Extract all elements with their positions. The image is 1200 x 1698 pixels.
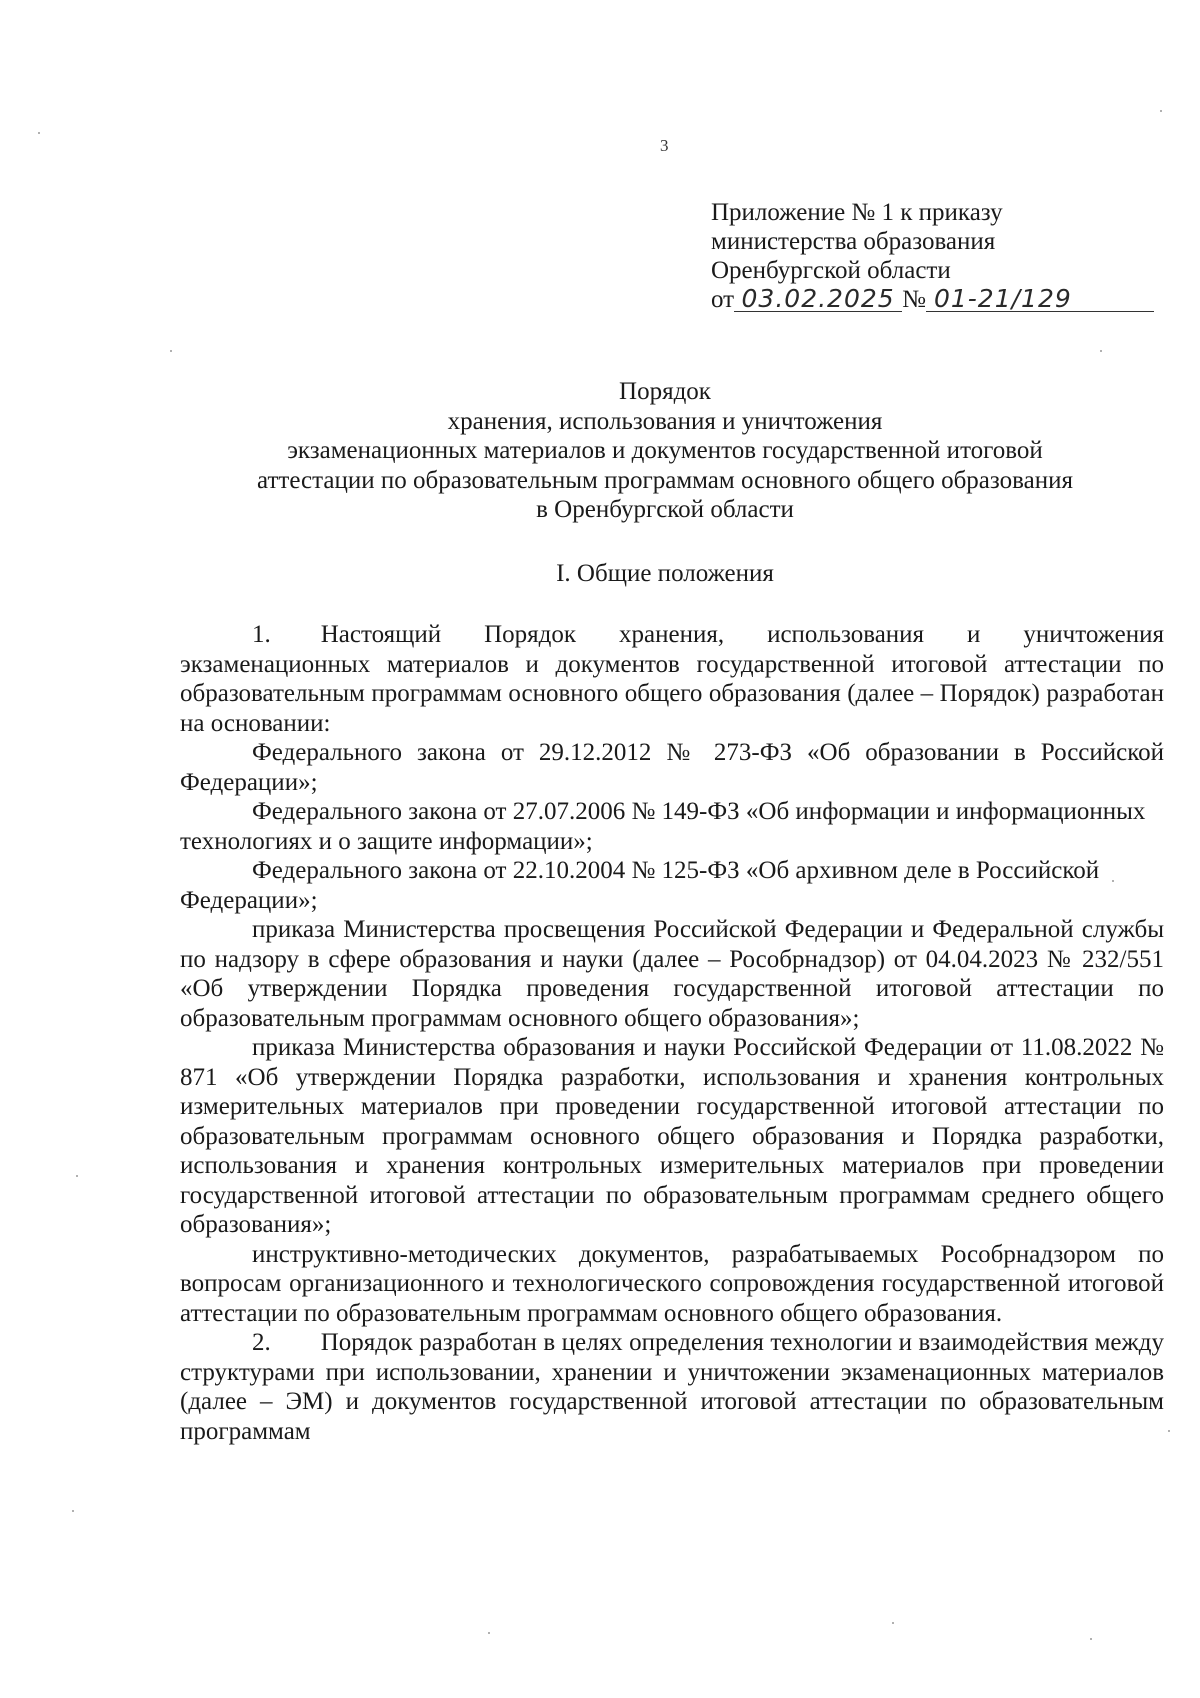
scan-speck <box>1160 110 1162 112</box>
paragraph: 2. Порядок разработан в целях определения технологии и взаимодействия между структурами при использовании, хранении и уничтожении экзаменационных материалов (далее – ЭМ) и документов государственной итоговой аттестации по образовательным программам <box>180 1329 1164 1445</box>
title-line: хранения, использования и уничтожения <box>447 407 883 435</box>
document-title <box>180 377 1150 525</box>
paragraph: инструктивно-методических документов, разрабатываемых Рособрнадзором по вопросам организационного и технологического сопровождения государственной итоговой аттестации по образовательным программам основного общего образования. <box>180 1240 1164 1327</box>
page-number: 3 <box>660 136 669 155</box>
scan-speck <box>1100 350 1102 352</box>
title-line: аттестации по образовательным программам основного общего образования <box>257 466 1073 494</box>
appendix-line: Приложение № 1 к приказу <box>711 199 1003 226</box>
title-line: экзаменационных материалов и документов государственной итоговой <box>287 437 1043 464</box>
appendix-line: министерства образования <box>711 228 996 255</box>
paragraph: 1. Настоящий Порядок хранения, использования и уничтожения экзаменационных материалов и документов государственной итоговой аттестации по образовательным программам основного общего образования (далее – Порядок) разработан на основании: <box>180 621 1164 737</box>
scan-speck <box>170 350 172 352</box>
appendix-block <box>711 198 1171 314</box>
scan-speck <box>76 1175 78 1177</box>
scan-speck <box>72 1510 74 1512</box>
scan-speck <box>1112 880 1114 882</box>
date-prefix: от <box>711 286 735 313</box>
scan-speck <box>892 1622 894 1624</box>
handwritten-date: 03.02.2025 <box>734 286 902 312</box>
number-sign: № <box>902 286 926 313</box>
scan-speck <box>1090 1638 1092 1640</box>
scan-speck <box>488 1632 490 1634</box>
paragraph: приказа Министерства образования и науки Российской Федерации от 11.08.2022 № 871 «Об утверждении Порядка разработки, использования и хранения контрольных измерительных материалов при проведении государственной итоговой аттестации по образовательным программам основного общего образования и Порядка разработки, использования и хранения контрольных измерительных материалов при проведении государственной итоговой аттестации по образовательным программам среднего общего образования»; <box>180 1034 1164 1238</box>
paragraph: Федерального закона от 29.12.2012 № 273-ФЗ «Об образовании в Российской Федерации»; <box>180 739 1164 796</box>
scan-speck <box>1168 1430 1170 1432</box>
paragraph: Федерального закона от 27.07.2006 № 149-ФЗ «Об информации и информационных технологиях и о защите информации»; <box>180 798 1146 855</box>
appendix-line: Оренбургской области <box>711 257 951 284</box>
body-text <box>180 620 1164 1446</box>
title-line: в Оренбургской области <box>536 496 794 523</box>
title-line: Порядок <box>619 378 711 405</box>
handwritten-number: 01-21/129 <box>926 286 1154 312</box>
paragraph: Федерального закона от 22.10.2004 № 125-ФЗ «Об архивном деле в Российской Федерации»; <box>180 857 1100 914</box>
appendix-date-number-line <box>711 285 1171 314</box>
section-heading: I. Общие положения <box>556 560 774 587</box>
scan-speck <box>38 132 40 134</box>
paragraph: приказа Министерства просвещения Российской Федерации и Федеральной службы по надзору в сфере образования и науки (далее – Рособрнадзор) от 04.04.2023 № 232/551 «Об утверждении Порядка проведения государственной итоговой аттестации по образовательным программам основного общего образования»; <box>180 916 1164 1032</box>
